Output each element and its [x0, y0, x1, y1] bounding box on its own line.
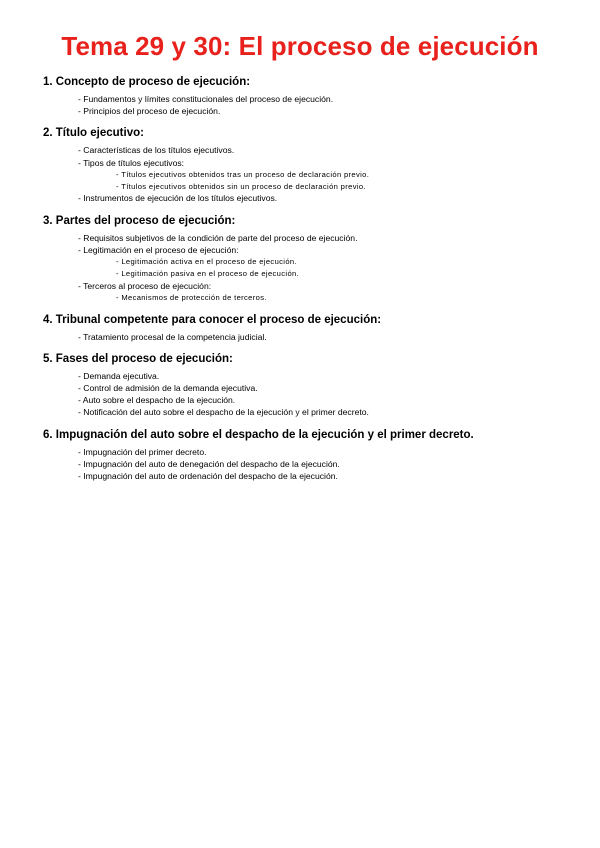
section-heading: 3. Partes del proceso de ejecución:	[43, 214, 236, 227]
section-heading: 6. Impugnación del auto sobre el despacho de la ejecución y el primer decreto.	[43, 428, 474, 441]
list-item	[43, 244, 563, 256]
list-item-text: - Instrumentos de ejecución de los títulos ejecutivos.	[78, 193, 278, 204]
list-item	[43, 446, 563, 458]
list-subitem: - Títulos ejecutivos obtenidos tras un proceso de declaración previo.	[116, 169, 370, 179]
section-heading: 1. Concepto de proceso de ejecución:	[43, 76, 251, 88]
list-item	[43, 192, 563, 204]
section-items	[43, 232, 563, 304]
section-heading: 4. Tribunal competente para conocer el proceso de ejecución:	[43, 313, 382, 326]
list-item	[43, 458, 563, 470]
list-item-text: - Impugnación del auto de ordenación del despacho de la ejecución.	[78, 471, 338, 482]
list-item-text: - Control de admisión de la demanda ejecutiva.	[78, 383, 258, 394]
list-item-text: - Requisitos subjetivos de la condición de parte del proceso de ejecución.	[78, 232, 358, 243]
outline-content	[43, 75, 563, 491]
list-item	[43, 382, 563, 394]
section-items	[43, 370, 563, 419]
list-subitem: - Títulos ejecutivos obtenidos sin un proceso de declaración previo.	[116, 181, 366, 191]
section-items	[43, 331, 563, 343]
list-item	[43, 331, 563, 343]
list-item	[43, 394, 563, 406]
outline-section	[43, 428, 563, 483]
list-item-text: - Tratamiento procesal de la competencia judicial.	[78, 331, 267, 342]
list-item-text: - Fundamentos y límites constitucionales del proceso de ejecución.	[78, 94, 334, 104]
list-subitem: - Legitimación pasiva en el proceso de ejecución.	[116, 268, 300, 278]
list-item-text: - Auto sobre el despacho de la ejecución.	[78, 395, 236, 406]
list-item	[43, 93, 563, 105]
list-item-text: - Características de los títulos ejecutivos.	[78, 145, 235, 156]
outline-section	[43, 313, 563, 343]
section-heading: 2. Título ejecutivo:	[43, 127, 144, 140]
list-item-text: - Impugnación del primer decreto.	[78, 446, 207, 457]
list-item	[43, 105, 563, 117]
list-item-text: - Principios del proceso de ejecución.	[78, 106, 221, 117]
list-item-text: - Demanda ejecutiva.	[78, 370, 160, 381]
list-item	[43, 157, 563, 169]
page-title: Tema 29 y 30: El proceso de ejecución	[61, 31, 539, 61]
list-item	[43, 406, 563, 418]
list-subitem: - Legitimación activa en el proceso de ejecución.	[116, 257, 297, 267]
outline-section	[43, 75, 563, 117]
outline-section	[43, 352, 563, 419]
section-items	[43, 446, 563, 483]
list-item	[43, 470, 563, 482]
list-item-text: - Terceros al proceso de ejecución:	[78, 280, 212, 291]
list-item	[43, 144, 563, 156]
list-subitem: - Mecanismos de protección de terceros.	[116, 292, 267, 302]
section-items	[43, 144, 563, 204]
list-item-text: - Impugnación del auto de denegación del despacho de la ejecución.	[78, 458, 340, 469]
list-item	[43, 280, 563, 292]
list-item-text: - Legitimación en el proceso de ejecución:	[78, 244, 239, 255]
list-item-text: - Notificación del auto sobre el despacho de la ejecución y el primer decreto.	[78, 407, 369, 418]
list-item-text: - Tipos de títulos ejecutivos:	[78, 157, 185, 168]
list-item	[43, 232, 563, 244]
outline-section	[43, 214, 563, 304]
section-heading: 5. Fases del proceso de ejecución:	[43, 352, 233, 365]
list-item	[43, 370, 563, 382]
section-items	[43, 93, 563, 117]
outline-section	[43, 126, 563, 204]
